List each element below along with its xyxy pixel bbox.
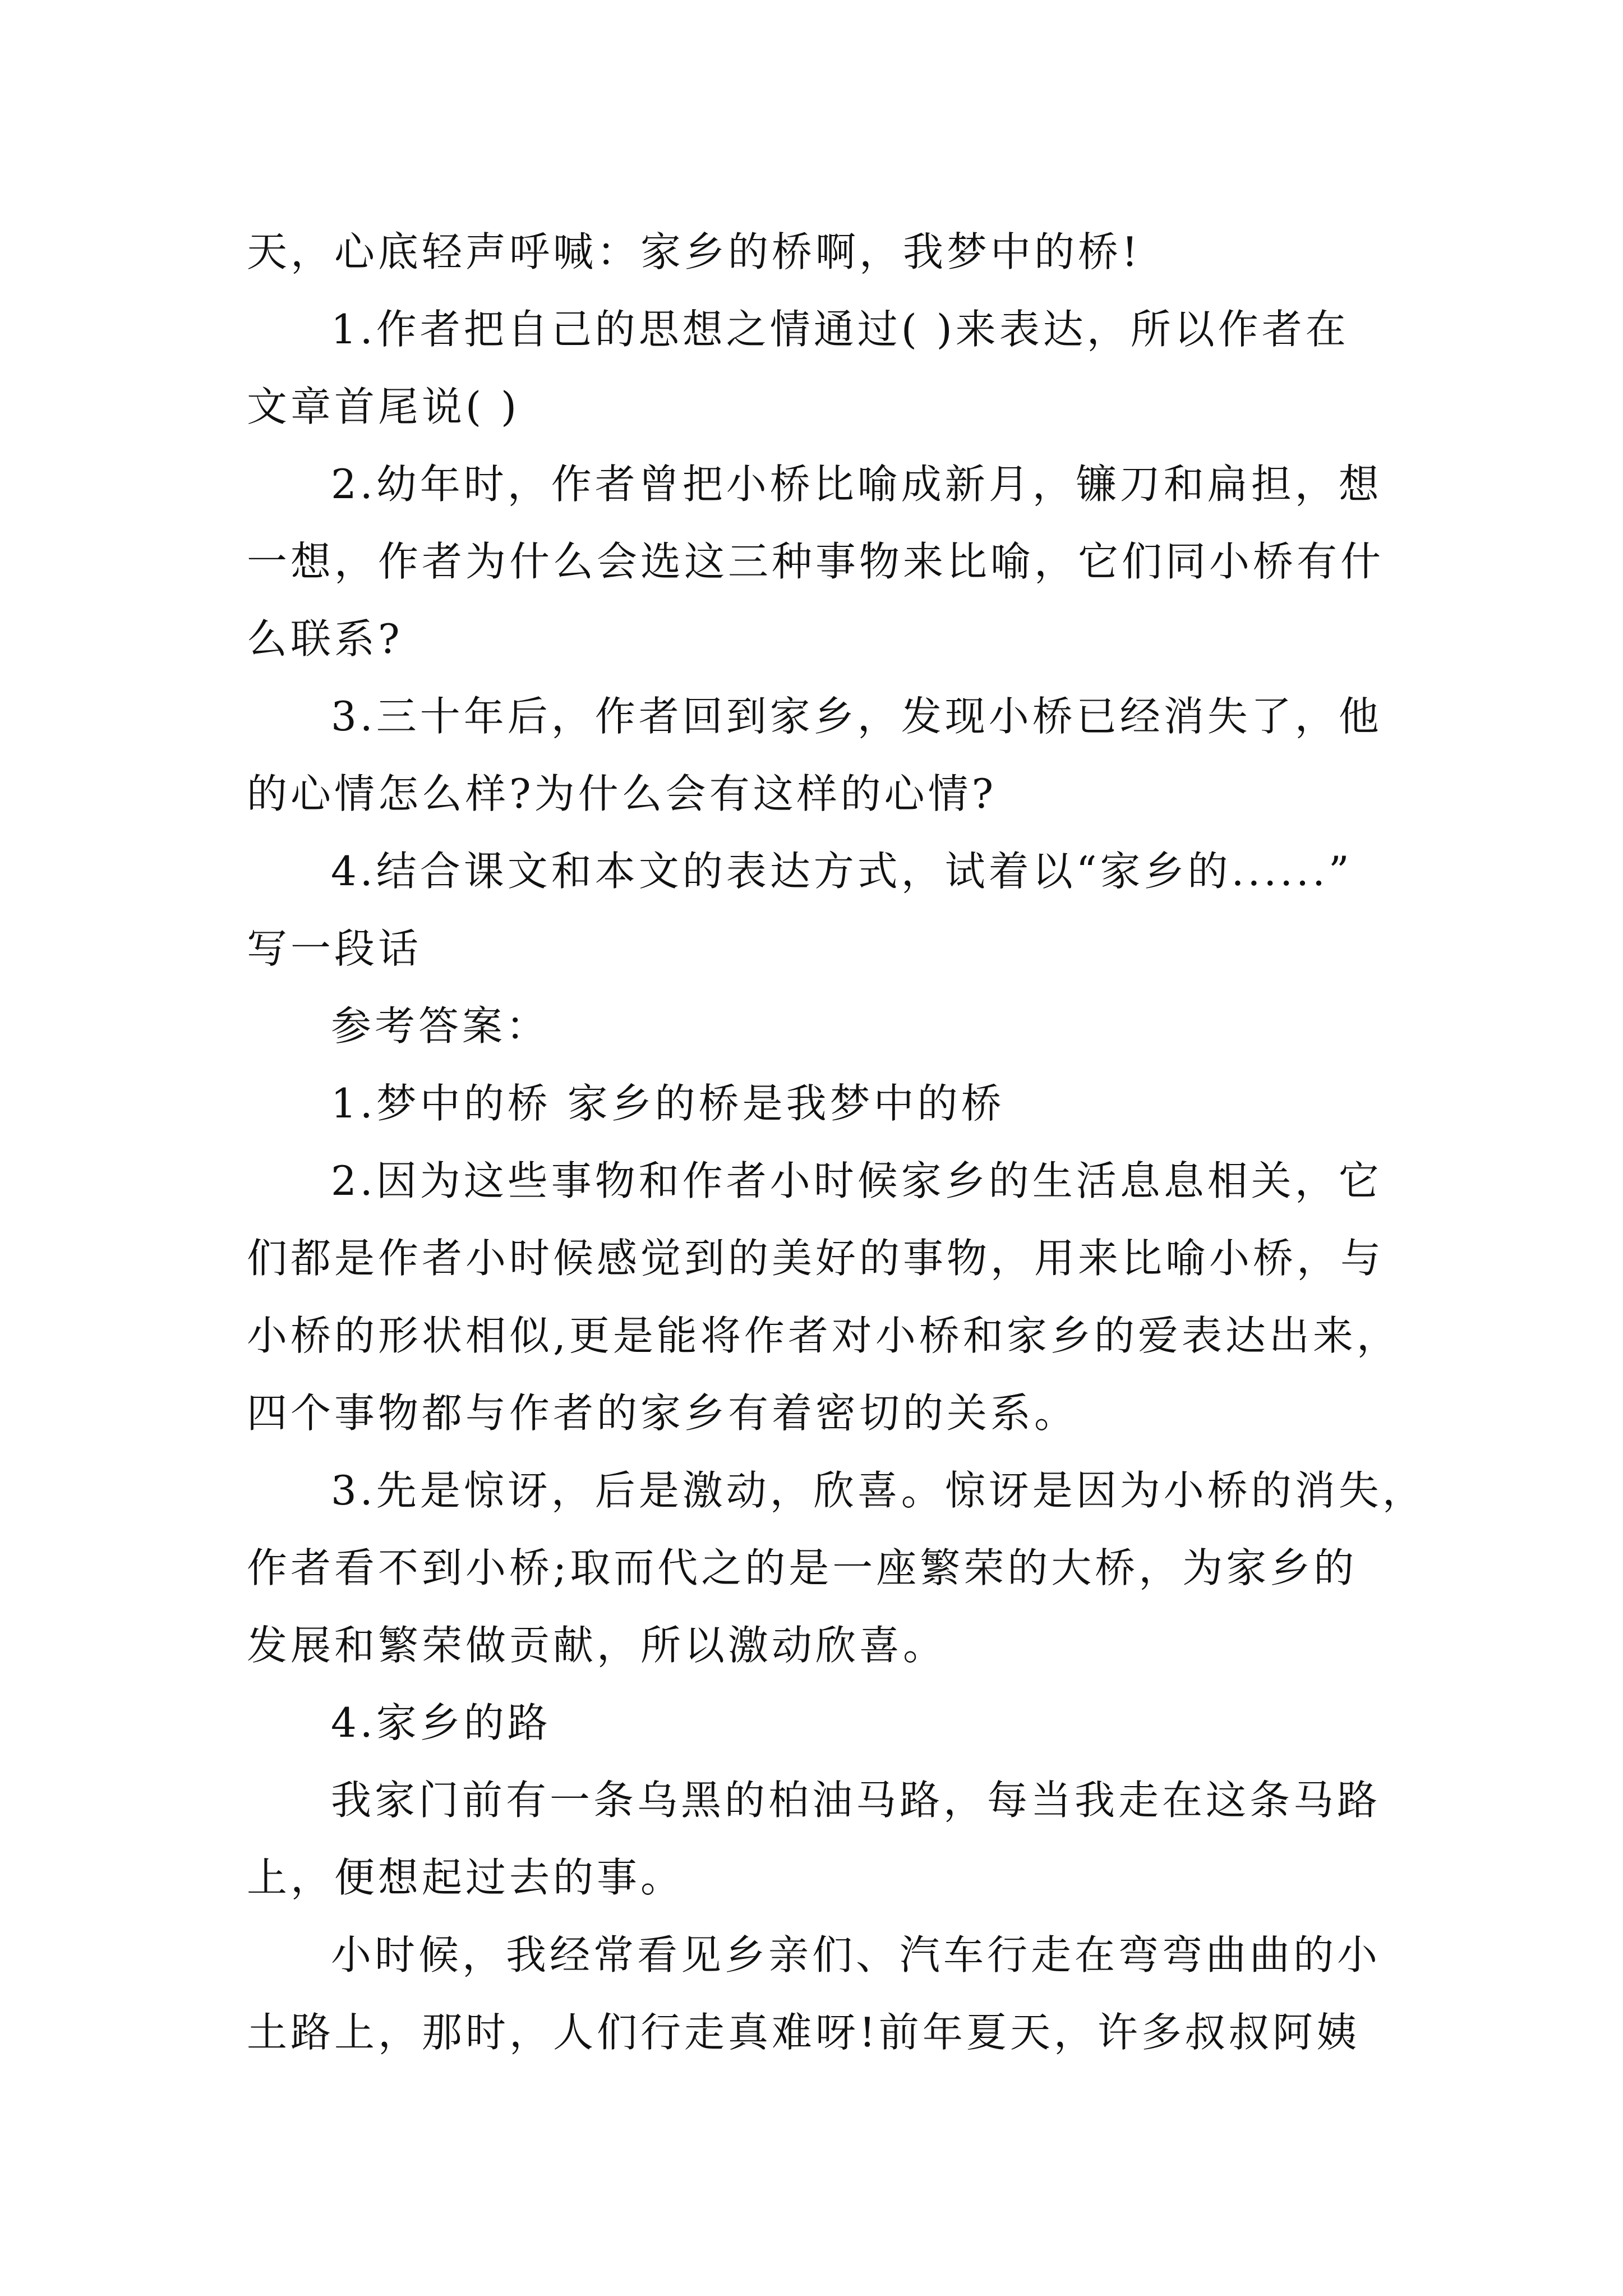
answer-line: 2.因为这些事物和作者小时候家乡的生活息息相关，它 xyxy=(331,1157,1382,1204)
essay-line: 小时候，我经常看见乡亲们、汽车行走在弯弯曲曲的小 xyxy=(331,1931,1381,1978)
question-line: 么联系? xyxy=(247,615,403,662)
essay-line: 我家门前有一条乌黑的柏油马路，每当我走在这条马路 xyxy=(331,1777,1381,1824)
essay-title: 4.家乡的路 xyxy=(331,1699,551,1746)
answer-line: 3.先是惊讶，后是激动，欣喜。惊讶是因为小桥的消失， xyxy=(331,1467,1426,1514)
question-line: 2.幼年时，作者曾把小桥比喻成新月，镰刀和扁担，想 xyxy=(331,461,1382,508)
answer-line: 小桥的形状相似,更是能将作者对小桥和家乡的爱表达出来， xyxy=(247,1312,1400,1359)
essay-line: 土路上，那时，人们行走真难呀!前年夏天，许多叔叔阿姨 xyxy=(247,2009,1360,2056)
essay-line: 上，便想起过去的事。 xyxy=(247,1854,685,1901)
answer-line: 作者看不到小桥;取而代之的是一座繁荣的大桥，为家乡的 xyxy=(247,1544,1358,1591)
answer-heading: 参考答案： xyxy=(331,1002,550,1050)
text-line: 天，心底轻声呼喊：家乡的桥啊，我梦中的桥! xyxy=(247,228,1141,275)
document-body xyxy=(247,213,1426,2071)
answer-line: 发展和繁荣做贡献，所以激动欣喜。 xyxy=(247,1622,947,1669)
question-line: 一想，作者为什么会选这三种事物来比喻，它们同小桥有什 xyxy=(247,538,1385,585)
question-line: 1.作者把自己的思想之情通过( )来表达，所以作者在 xyxy=(331,306,1349,353)
question-line: 3.三十年后，作者回到家乡，发现小桥已经消失了，他 xyxy=(331,693,1382,740)
answer-line: 们都是作者小时候感觉到的美好的事物，用来比喻小桥，与 xyxy=(247,1235,1385,1282)
question-line: 写一段话 xyxy=(247,925,422,972)
answer-line: 四个事物都与作者的家乡有着密切的关系。 xyxy=(247,1389,1078,1437)
question-line: 文章首尾说( ) xyxy=(247,383,520,430)
answer-line: 1.梦中的桥 家乡的桥是我梦中的桥 xyxy=(331,1080,1005,1127)
question-line: 4.结合课文和本文的表达方式，试着以“家乡的......” xyxy=(331,848,1353,895)
question-line: 的心情怎么样?为什么会有这样的心情? xyxy=(247,770,997,817)
